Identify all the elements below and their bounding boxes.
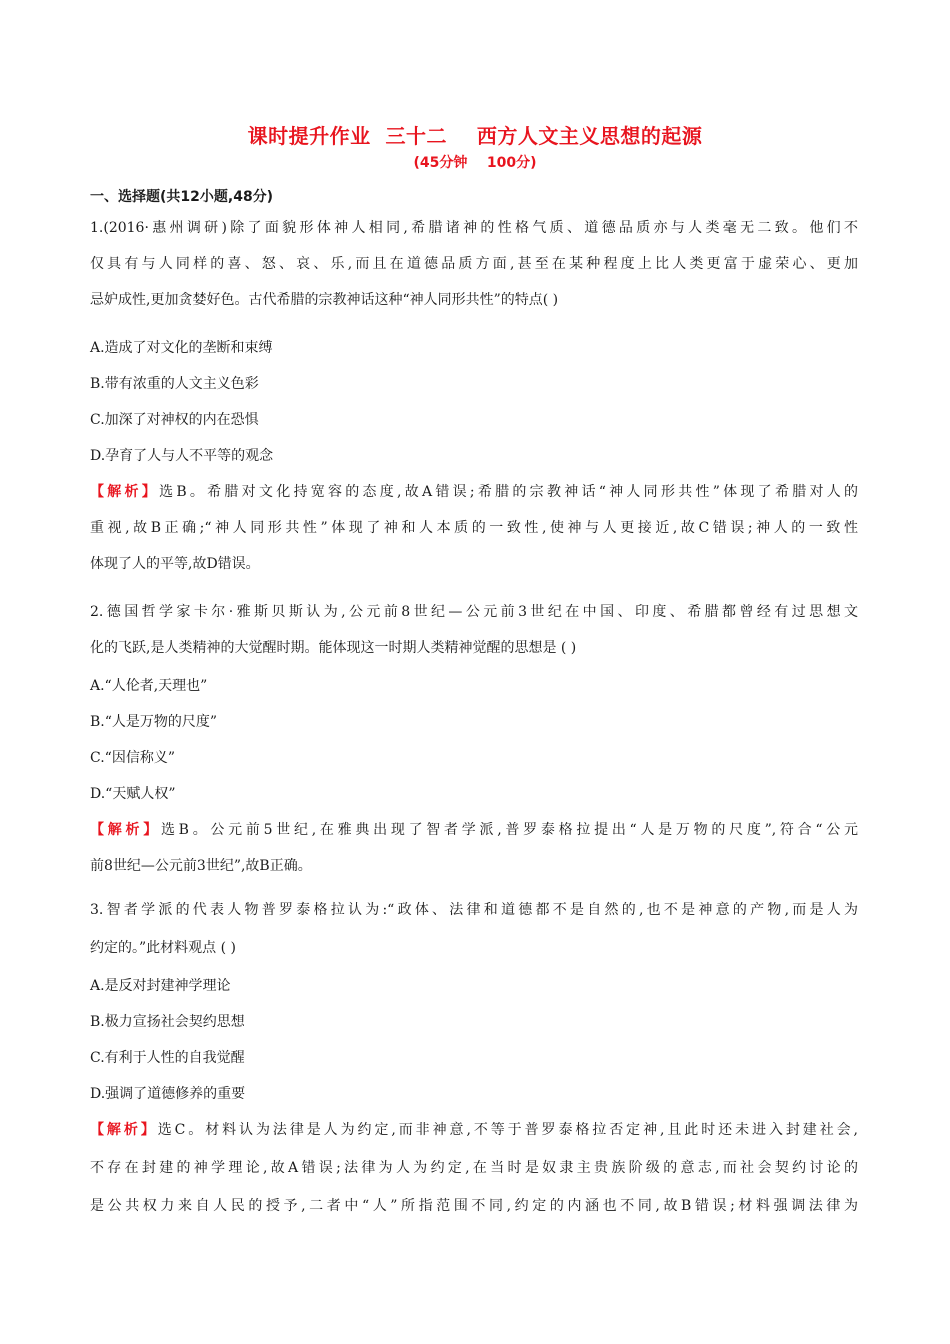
q1-option-a: A.造成了对文化的垄断和束缚 (90, 340, 273, 356)
q1-analysis-text: 选B。希腊对文化持宽容的态度,故A错误;希腊的宗教神话“神人同形共性”体现了希腊对人的 (159, 484, 858, 500)
q1-analysis-line: 体现了人的平等,故D错误。 (90, 556, 260, 572)
q1-option-b: B.带有浓重的人文主义色彩 (90, 376, 259, 392)
page-subtitle: (45分钟 100分) (413, 155, 537, 171)
q2-analysis-text: 选B。公元前5世纪,在雅典出现了智者学派,普罗泰格拉提出“人是万物的尺度”,符合“公元 (160, 822, 859, 838)
q2-option-c: C.“因信称义” (90, 750, 175, 766)
q1-analysis-line (90, 482, 858, 502)
q1-analysis-line: 重视,故B正确;“神人同形共性”体现了神和人本质的一致性,使神与人更接近,故C错误;神人的一致性 (90, 520, 858, 536)
q3-analysis-line: 不存在封建的神学理论,故A错误;法律为人为约定,在当时是奴隶主贵族阶级的意志,而社会契约讨论的 (90, 1160, 858, 1176)
q3-option-c: C.有利于人性的自我觉醒 (90, 1050, 245, 1066)
q2-option-b: B.“人是万物的尺度” (90, 714, 218, 730)
q3-stem-line: 约定的。”此材料观点 ( ) (90, 940, 236, 956)
q1-stem-line: 1.(2016·惠州调研)除了面貌形体神人相同,希腊诸神的性格气质、道德品质亦与人类毫无二致。他们不 (90, 220, 858, 236)
q2-stem-line: 2.德国哲学家卡尔·雅斯贝斯认为,公元前8世纪—公元前3世纪在中国、印度、希腊都曾经有过思想文 (90, 604, 858, 620)
q1-stem-line: 忌妒成性,更加贪婪好色。古代希腊的宗教神话这种“神人同形共性”的特点( ) (90, 292, 559, 308)
analysis-tag: 【解析】 (90, 1122, 158, 1138)
q3-option-a: A.是反对封建神学理论 (90, 978, 231, 994)
analysis-tag: 【解析】 (90, 484, 160, 500)
page-title: 课时提升作业 三十二 西方人文主义思想的起源 (247, 124, 703, 148)
analysis-tag: 【解析】 (90, 822, 161, 838)
q2-option-a: A.“人伦者,天理也” (90, 678, 208, 694)
q2-option-d: D.“天赋人权” (90, 786, 176, 802)
q3-analysis-text: 选C。材料认为法律是人为约定,而非神意,不等于普罗泰格拉否定神,且此时还未进入封建社会, (157, 1122, 858, 1138)
q1-option-c: C.加深了对神权的内在恐惧 (90, 412, 259, 428)
q2-stem-line: 化的飞跃,是人类精神的大觉醒时期。能体现这一时期人类精神觉醒的思想是 ( ) (90, 640, 577, 656)
q3-option-d: D.强调了道德修养的重要 (90, 1086, 246, 1102)
q1-stem-line: 仅具有与人同样的喜、怒、哀、乐,而且在道德品质方面,甚至在某种程度上比人类更富于虚荣心、更加 (90, 256, 858, 272)
section-heading: 一、选择题(共12小题,48分) (90, 189, 274, 205)
q3-analysis-line (90, 1120, 858, 1140)
q3-stem-line: 3.智者学派的代表人物普罗泰格拉认为:“政体、法律和道德都不是自然的,也不是神意的产物,而是人为 (90, 902, 858, 918)
q3-option-b: B.极力宣扬社会契约思想 (90, 1014, 245, 1030)
q1-option-d: D.孕育了人与人不平等的观念 (90, 448, 274, 464)
q2-analysis-line (90, 820, 858, 840)
q3-analysis-line: 是公共权力来自人民的授予,二者中“人”所指范围不同,约定的内涵也不同,故B错误;材料强调法律为 (90, 1198, 858, 1214)
q2-analysis-line: 前8世纪—公元前3世纪”,故B正确。 (90, 858, 312, 874)
